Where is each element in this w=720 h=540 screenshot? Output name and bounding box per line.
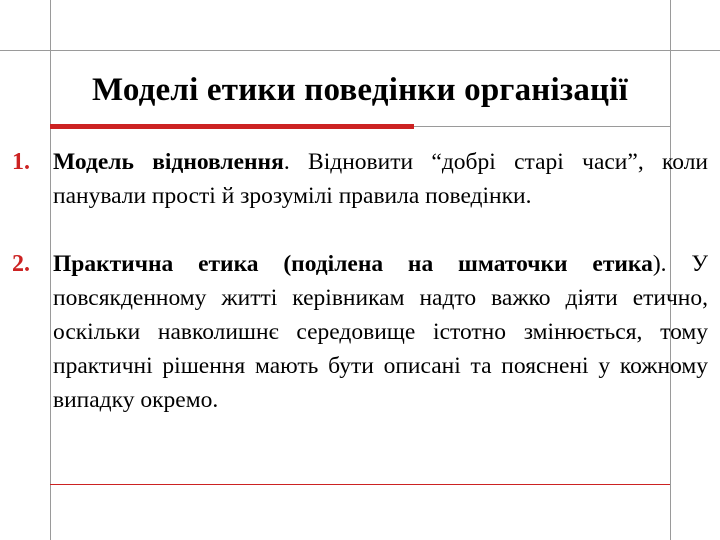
list-item-body: . Відновити “добрі старі часи”, коли панували прості й зрозумілі правила поведінки. xyxy=(53,149,708,209)
list-item-heading: Практична етика (поділена на шматочки етика xyxy=(53,251,653,277)
list-item-text xyxy=(53,247,708,417)
title-underline-accent xyxy=(50,124,414,129)
list-item-number: 2. xyxy=(12,251,30,277)
list-item xyxy=(12,247,708,417)
list-item-number: 1. xyxy=(12,149,30,175)
list-item-text xyxy=(53,145,708,213)
list-item-heading: Модель відновлення xyxy=(53,149,284,175)
title-underline-line xyxy=(414,126,670,127)
list-item-body: ). У повсякденному житті керівникам надто важко діяти етично, оскільки навколишнє середовище істотно змінюється, тому практичні рішення мають бути описані та пояснені у кожному випадку окремо. xyxy=(53,251,709,413)
frame-line-top xyxy=(0,50,720,51)
bottom-accent-line xyxy=(50,484,670,485)
list-item xyxy=(12,145,708,213)
slide-title: Моделі етики поведінки організації xyxy=(92,72,628,108)
